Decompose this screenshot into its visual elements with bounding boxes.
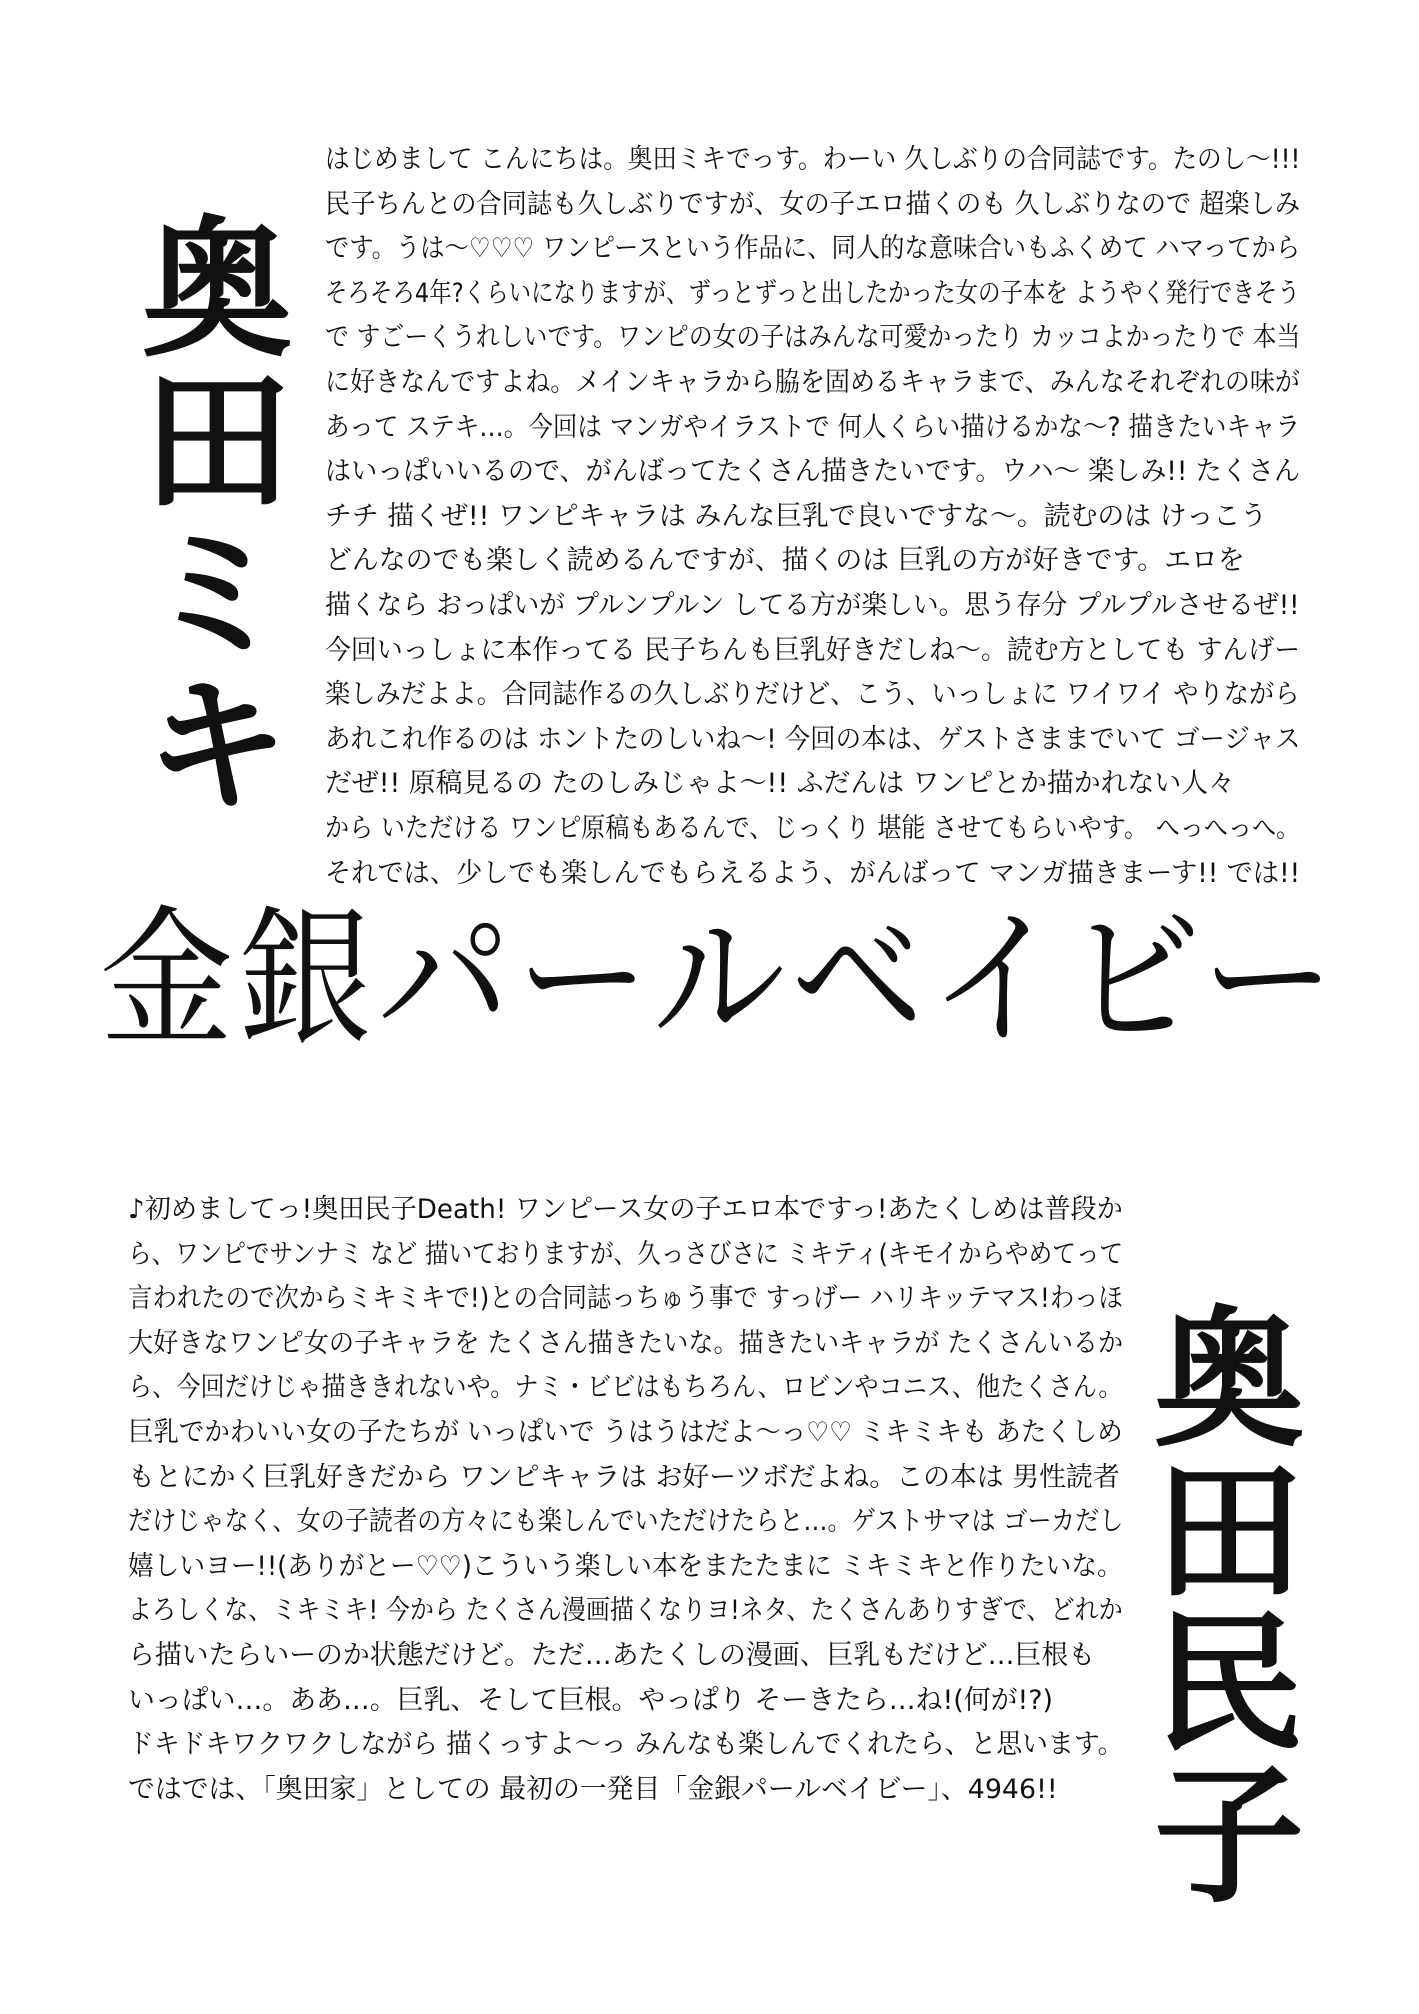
- note-line: あれこれ作るのは ホントたのしいね〜! 今回の本は、ゲストさままでいて ゴージャス: [325, 723, 1301, 755]
- book-title: 金銀パールベイビー: [100, 893, 1341, 1067]
- note-line: いっぱい…。ああ…。巨乳、そして巨根。やっぱり そーきたら…ね!(何が!?): [128, 1684, 1053, 1716]
- note-line: だけじゃなく、女の子読者の方々にも楽しんでいただけたらと…。ゲストサマは ゴーカだし: [128, 1506, 1124, 1538]
- author-note-miki: [325, 138, 1305, 896]
- note-line: 今回いっしょに本作ってる 民子ちんも巨乳好きだしね〜。読む方としても すんげー: [325, 634, 1301, 666]
- note-line: です。うは〜♡♡♡ ワンピースという作品に、同人的な意味合いもふくめて ハマってから: [325, 233, 1301, 265]
- note-line: そろそろ4年?くらいになりますが、ずっとずっと出したかった女の子本を ようやく発行できそう: [325, 277, 1300, 309]
- author-name-tamiko: 奥田民子: [1128, 1300, 1302, 1908]
- note-line: はじめまして こんにちは。奥田ミキでっす。わーい 久しぶりの合同誌です。たのし〜!!!: [325, 144, 1301, 175]
- note-line: はいっぱいいるので、がんばってたくさん描きたいです。ウハ〜 楽しみ!! たくさん: [325, 456, 1301, 488]
- note-line: よろしくな、ミキミキ! 今から たくさん漫画描くなりヨ!ネタ、たくさんありすぎで、どれか: [128, 1595, 1123, 1627]
- note-line: あって ステキ…。今回は マンガやイラストで 何人くらい描けるかな〜? 描きたいキャラ: [325, 411, 1301, 443]
- note-line: 言われたので次からミキミキで!)との合同誌っちゅう事で すっげー ハリキッテマス!わっほ: [128, 1283, 1123, 1315]
- note-line: から いただける ワンピ原稿もあるんで、じっくり 堪能 させてもらいやす。 へっへっへ。: [325, 812, 1301, 844]
- note-line: どんなのでも楽しく読めるんですが、描くのは 巨乳の方が好きです。エロを: [325, 545, 1245, 577]
- note-line: 嬉しいヨー!!(ありがとー♡♡)こういう楽しい本をまたたまに ミキミキと作りたいな。: [128, 1550, 1123, 1582]
- note-line: チチ 描くぜ!! ワンピキャラは みんな巨乳で良いですな〜。読むのは けっこう: [325, 500, 1268, 532]
- note-line: ら、今回だけじゃ描ききれないや。ナミ・ビビはもちろん、ロビンやコニス、他たくさん。: [128, 1372, 1123, 1404]
- note-line: 大好きなワンピ女の子キャラを たくさん描きたいな。描きたいキャラが たくさんいるか: [128, 1327, 1124, 1359]
- note-line: 描くなら おっぱいが プルンプルン してる方が楽しい。思う存分 プルプルさせるぜ!!: [325, 589, 1300, 621]
- note-line: で すごーくうれしいです。ワンピの女の子はみんな可愛かったり カッコよかったりで 本当: [325, 322, 1301, 354]
- note-line: ドキドキワクワクしながら 描くっすよ〜っ みんなも楽しんでくれたら、と思います。: [128, 1729, 1124, 1761]
- note-line: 楽しみだよよ。合同誌作るの久しぶりだけど、こう、いっしょに ワイワイ やりながら: [325, 679, 1300, 711]
- note-line: ♪初めましてっ!奥田民子Death! ワンピース女の子エロ本ですっ!あたくしめは普段か: [128, 1194, 1123, 1225]
- note-line: 巨乳でかわいい女の子たちが いっぱいで うはうはだよ〜っ♡♡ ミキミキも あたくしめ: [128, 1416, 1123, 1448]
- note-line: に好きなんですよね。メインキャラから脇を固めるキャラまで、みんなそれぞれの味が: [325, 366, 1300, 398]
- note-line: もとにかく巨乳好きだから ワンピキャラは お好ーツボだよね。この本は 男性読者: [128, 1461, 1120, 1493]
- note-line: だぜ!! 原稿見るの たのしみじゃよ〜!! ふだんは ワンピとか描かれない人々: [325, 768, 1235, 800]
- note-line: ではでは、「奥田家」としての 最初の一発目「金銀パールベイビー」、4946!!: [128, 1773, 1058, 1805]
- note-line: ら描いたらいーのか状態だけど。ただ…あたくしの漫画、巨乳もだけど…巨根も: [128, 1639, 1096, 1671]
- note-line: それでは、少しでも楽しんでもらえるよう、がんばって マンガ描きまーす!! では!!: [325, 857, 1301, 889]
- note-line: ら、ワンピでサンナミ など 描いておりますが、久っさびさに ミキティ(キモイからやめてって: [128, 1238, 1124, 1270]
- author-note-tamiko: [128, 1188, 1128, 1812]
- note-line: 民子ちんとの合同誌も久しぶりですが、女の子エロ描くのも 久しぶりなので 超楽しみ: [325, 188, 1301, 220]
- author-name-miki: 奥田ミキ: [116, 210, 290, 818]
